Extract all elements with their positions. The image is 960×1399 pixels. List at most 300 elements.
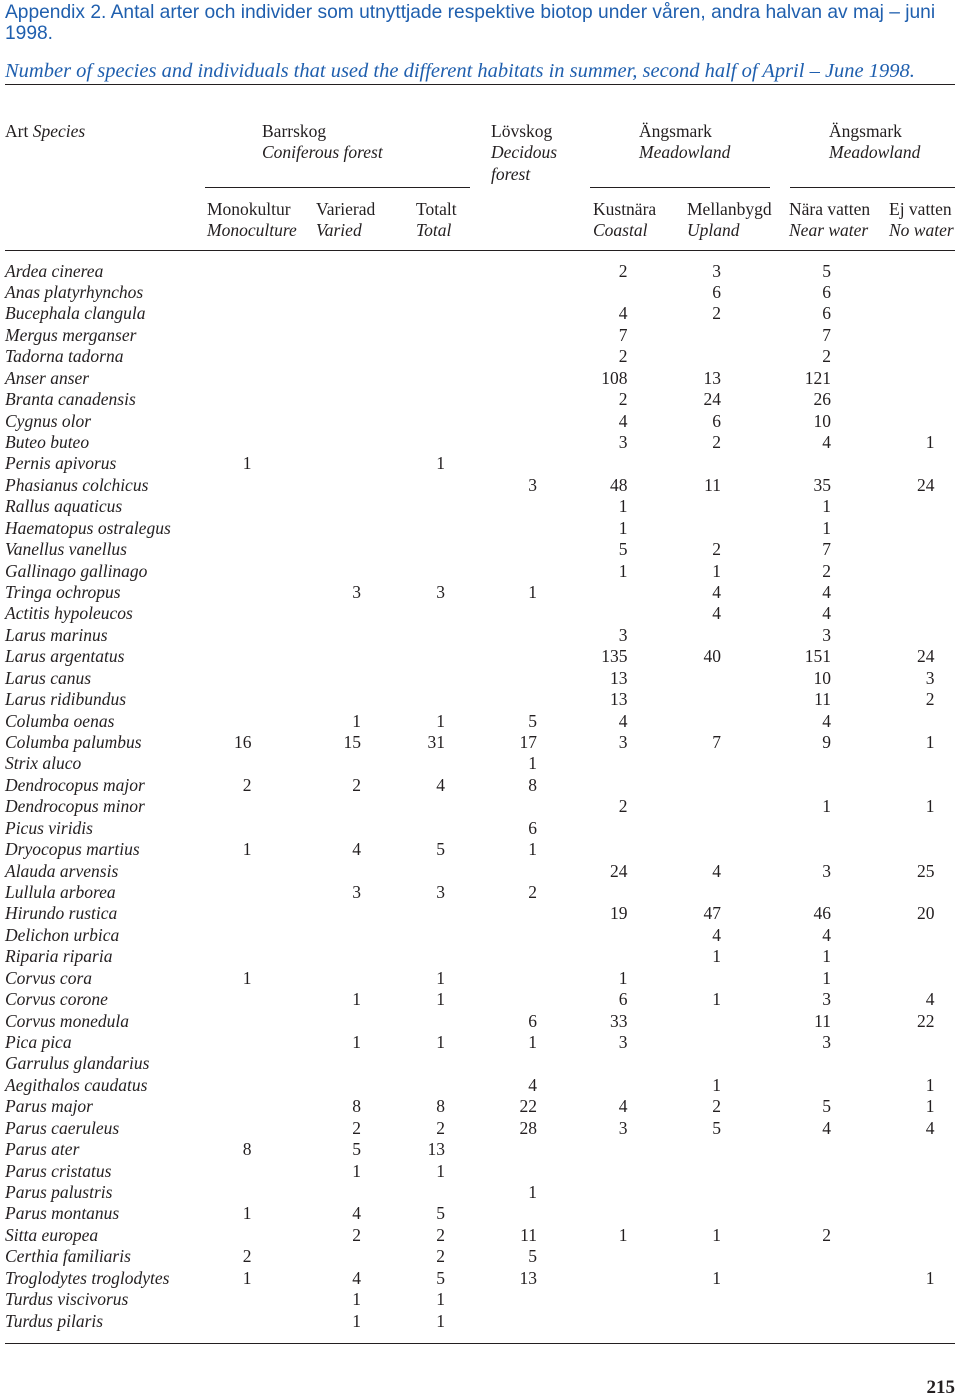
cell-total: 31: [427, 731, 445, 752]
cell-upland: 4: [712, 924, 721, 945]
cell-upland: 4: [712, 581, 721, 602]
table-row: [0, 689, 960, 710]
cell-no-water: 4: [925, 1117, 935, 1138]
cell-monoculture: 1: [242, 839, 252, 860]
table-row: [0, 968, 960, 989]
species-name: Hirundo rustica: [5, 903, 118, 924]
species-name: Haematopus ostralegus: [5, 517, 171, 538]
cell-near-water: 5: [822, 260, 831, 281]
column-header-varied: [316, 199, 375, 241]
column-header-total: [416, 199, 457, 241]
cell-deciduous: 6: [528, 817, 537, 838]
cell-coastal: 4: [618, 410, 628, 431]
species-name: Parus ater: [5, 1139, 80, 1160]
table-bottom-rule: [5, 1343, 955, 1344]
cell-near-water: 2: [822, 1224, 831, 1245]
cell-no-water: 1: [925, 431, 935, 452]
species-name: Picus viridis: [5, 817, 93, 838]
cell-total: 1: [436, 989, 445, 1010]
cell-varied: 2: [352, 1117, 361, 1138]
table-row: [0, 475, 960, 496]
cell-total: 13: [427, 1139, 445, 1160]
table-row: [0, 903, 960, 924]
cell-upland: 40: [703, 646, 721, 667]
cell-near-water: 5: [822, 1096, 831, 1117]
cell-near-water: 4: [822, 603, 831, 624]
table-row: [0, 346, 960, 367]
cell-deciduous: 1: [528, 839, 537, 860]
cell-near-water: 4: [822, 1117, 831, 1138]
caption-swedish: Appendix 2. Antal arter och individer som utnyttjade respektive biotop under våren, andra halvan av maj – juni 1998.: [5, 2, 936, 44]
table-row: [0, 325, 960, 346]
cell-no-water: 24: [917, 646, 935, 667]
cell-total: 1: [436, 967, 445, 988]
table-row: [0, 432, 960, 453]
table-row: [0, 282, 960, 303]
cell-total: 8: [436, 1096, 445, 1117]
cell-total: 5: [436, 1267, 445, 1288]
cell-coastal: 3: [618, 731, 628, 752]
group-deciduous-sv: Lövskog: [491, 120, 553, 141]
table-row: [0, 796, 960, 817]
cell-near-water: 1: [822, 967, 831, 988]
cell-coastal: 1: [618, 560, 628, 581]
cell-coastal: 5: [618, 539, 628, 560]
cell-monoculture: 1: [242, 453, 252, 474]
column-varied-sv: Varierad: [316, 198, 376, 219]
column-near-water-sv: Nära vatten: [789, 198, 871, 219]
cell-no-water: 1: [925, 1074, 935, 1095]
cell-coastal: 3: [618, 431, 628, 452]
cell-varied: 2: [352, 1224, 361, 1245]
cell-coastal: 6: [618, 989, 628, 1010]
cell-monoculture: 1: [242, 1267, 252, 1288]
column-monoculture-sv: Monokultur: [207, 198, 291, 219]
cell-varied: 5: [352, 1139, 361, 1160]
table-row: [0, 625, 960, 646]
cell-varied: 4: [352, 839, 361, 860]
column-header-monoculture: [207, 199, 297, 241]
cell-coastal: 1: [618, 967, 628, 988]
species-name: Garrulus glandarius: [5, 1053, 150, 1074]
cell-near-water: 11: [814, 689, 831, 710]
species-name: Tadorna tadorna: [5, 346, 124, 367]
cell-deciduous: 13: [519, 1267, 537, 1288]
column-upland-sv: Mellanbygd: [687, 198, 772, 219]
cell-near-water: 10: [813, 410, 831, 431]
cell-total: 3: [436, 881, 445, 902]
cell-deciduous: 1: [528, 753, 537, 774]
cell-coastal: 4: [618, 1096, 628, 1117]
cell-upland: 2: [712, 303, 721, 324]
cell-near-water: 6: [822, 303, 831, 324]
cell-coastal: 13: [610, 667, 628, 688]
cell-varied: 1: [352, 1031, 361, 1052]
cell-monoculture: 16: [234, 731, 252, 752]
cell-coastal: 108: [601, 367, 628, 388]
header-bottom-rule: [5, 250, 955, 251]
cell-deciduous: 22: [519, 1096, 537, 1117]
species-name: Buteo buteo: [5, 431, 90, 452]
cell-upland: 1: [712, 946, 721, 967]
cell-upland: 6: [712, 410, 721, 431]
species-name: Tringa ochropus: [5, 581, 121, 602]
cell-upland: 4: [712, 603, 721, 624]
table-row: [0, 753, 960, 774]
table-row: [0, 946, 960, 967]
cell-near-water: 1: [822, 517, 831, 538]
cell-near-water: 4: [822, 581, 831, 602]
cell-varied: 4: [352, 1203, 361, 1224]
group-coniferous-sv: Barrskog: [262, 120, 327, 141]
species-name: Mergus merganser: [5, 324, 137, 345]
cell-monoculture: 2: [242, 1246, 252, 1267]
cell-coastal: 4: [618, 303, 628, 324]
cell-coastal: 2: [618, 260, 628, 281]
cell-varied: 3: [352, 881, 361, 902]
cell-monoculture: 2: [242, 774, 252, 795]
cell-varied: 2: [352, 774, 361, 795]
group-meadow-2-sv: Ängsmark: [829, 120, 902, 141]
cell-upland: 1: [712, 1224, 721, 1245]
cell-near-water: 1: [822, 796, 831, 817]
column-varied-en: Varied: [316, 219, 362, 240]
group-header-coniferous: [262, 121, 383, 164]
species-name: Ardea cinerea: [5, 260, 104, 281]
cell-deciduous: 1: [528, 1181, 537, 1202]
cell-varied: 4: [352, 1267, 361, 1288]
cell-coastal: 135: [601, 646, 628, 667]
species-name: Lullula arborea: [5, 881, 116, 902]
cell-near-water: 7: [822, 539, 831, 560]
species-name: Turdus pilaris: [5, 1310, 104, 1331]
cell-upland: 5: [712, 1117, 721, 1138]
cell-total: 1: [436, 710, 445, 731]
cell-varied: 3: [352, 581, 361, 602]
column-total-en: Total: [416, 219, 452, 240]
species-name: Dryocopus martius: [5, 839, 140, 860]
cell-monoculture: 1: [242, 1203, 252, 1224]
table-row: [0, 668, 960, 689]
table-row: [0, 561, 960, 582]
species-name: Pernis apivorus: [5, 453, 117, 474]
cell-total: 2: [436, 1224, 445, 1245]
table-row: [0, 518, 960, 539]
cell-deciduous: 5: [528, 1246, 537, 1267]
cell-coastal: 48: [610, 474, 628, 495]
table-row: [0, 1118, 960, 1139]
cell-total: 1: [436, 1031, 445, 1052]
table-row: [0, 1246, 960, 1267]
cell-no-water: 4: [925, 989, 935, 1010]
cell-total: 1: [436, 1160, 445, 1181]
species-name: Larus marinus: [5, 624, 108, 645]
column-no-water-en: No water: [889, 219, 954, 240]
cell-near-water: 3: [822, 624, 831, 645]
cell-near-water: 7: [822, 324, 831, 345]
cell-no-water: 25: [917, 860, 935, 881]
cell-coastal: 2: [618, 796, 628, 817]
cell-deciduous: 1: [528, 581, 537, 602]
table-top-rule: [5, 84, 955, 85]
cell-deciduous: 17: [519, 731, 537, 752]
column-total-sv: Totalt: [416, 198, 457, 219]
species-name: Sitta europea: [5, 1224, 99, 1245]
cell-deciduous: 6: [528, 1010, 537, 1031]
table-row: [0, 1203, 960, 1224]
species-name: Parus caeruleus: [5, 1117, 120, 1138]
column-near-water-en: Near water: [789, 219, 869, 240]
cell-near-water: 121: [804, 367, 831, 388]
cell-near-water: 1: [822, 496, 831, 517]
column-header-near-water: [789, 199, 870, 241]
group-meadow-1-sv: Ängsmark: [639, 120, 712, 141]
table-row: [0, 1096, 960, 1117]
species-name: Aegithalos caudatus: [5, 1074, 148, 1095]
column-no-water-sv: Ej vatten: [889, 198, 952, 219]
cell-deciduous: 1: [528, 1031, 537, 1052]
group-header-deciduous: [491, 121, 573, 186]
cell-deciduous: 8: [528, 774, 537, 795]
species-name: Dendrocopus minor: [5, 796, 145, 817]
species-name: Certhia familiaris: [5, 1246, 131, 1267]
cell-near-water: 1: [822, 946, 831, 967]
species-name: Strix aluco: [5, 753, 82, 774]
cell-near-water: 4: [822, 431, 831, 452]
cell-near-water: 4: [822, 924, 831, 945]
table-row: [0, 389, 960, 410]
cell-deciduous: 4: [528, 1074, 537, 1095]
cell-coastal: 3: [618, 1117, 628, 1138]
cell-no-water: 20: [917, 903, 935, 924]
cell-upland: 2: [712, 431, 721, 452]
cell-upland: 11: [704, 474, 721, 495]
species-name: Vanellus vanellus: [5, 539, 127, 560]
table-row: [0, 1225, 960, 1246]
cell-total: 5: [436, 839, 445, 860]
cell-near-water: 3: [822, 860, 831, 881]
column-upland-en: Upland: [687, 219, 740, 240]
cell-coastal: 3: [618, 624, 628, 645]
column-coastal-sv: Kustnära: [593, 198, 657, 219]
table-row: [0, 303, 960, 324]
column-coastal-en: Coastal: [593, 219, 648, 240]
species-name: Parus montanus: [5, 1203, 120, 1224]
table-row: [0, 368, 960, 389]
table-row: [0, 989, 960, 1010]
species-name: Phasianus colchicus: [5, 474, 149, 495]
cell-no-water: 1: [925, 1096, 935, 1117]
cell-total: 1: [436, 453, 445, 474]
table-row: [0, 711, 960, 732]
table-row: [0, 539, 960, 560]
cell-varied: 1: [352, 1310, 361, 1331]
species-name: Turdus viscivorus: [5, 1289, 129, 1310]
cell-varied: 15: [343, 731, 361, 752]
species-name: Riparia riparia: [5, 946, 113, 967]
cell-near-water: 2: [822, 560, 831, 581]
table-row: [0, 1311, 960, 1332]
table-row: [0, 882, 960, 903]
column-header-coastal: [593, 199, 656, 241]
table-row: [0, 603, 960, 624]
cell-coastal: 2: [618, 389, 628, 410]
table-row: [0, 1139, 960, 1160]
cell-varied: 1: [352, 1160, 361, 1181]
species-name: Dendrocopus major: [5, 774, 145, 795]
table-row: [0, 1032, 960, 1053]
species-name: Actitis hypoleucos: [5, 603, 133, 624]
group-header-meadow-2: [829, 121, 920, 164]
table-body: [0, 261, 960, 1333]
table-row: [0, 646, 960, 667]
cell-upland: 6: [712, 281, 721, 302]
cell-near-water: 6: [822, 281, 831, 302]
group-coniferous-en: Coniferous forest: [262, 142, 383, 162]
cell-coastal: 4: [618, 710, 628, 731]
group-meadow-1-en: Meadowland: [639, 142, 731, 162]
species-name: Columba palumbus: [5, 731, 142, 752]
cell-upland: 24: [703, 389, 721, 410]
species-name: Corvus monedula: [5, 1010, 129, 1031]
cell-varied: 1: [352, 710, 361, 731]
cell-near-water: 9: [822, 731, 831, 752]
table-row: [0, 839, 960, 860]
group-rule-meadow-1: [590, 187, 770, 188]
cell-coastal: 13: [610, 689, 628, 710]
species-name: Corvus cora: [5, 967, 93, 988]
cell-deciduous: 3: [528, 474, 537, 495]
cell-upland: 2: [712, 539, 721, 560]
cell-deciduous: 2: [528, 881, 537, 902]
cell-coastal: 2: [618, 346, 628, 367]
table-row: [0, 1268, 960, 1289]
species-name: Parus major: [5, 1096, 93, 1117]
cell-near-water: 46: [813, 903, 831, 924]
cell-coastal: 1: [618, 517, 628, 538]
species-name: Corvus corone: [5, 989, 108, 1010]
cell-coastal: 33: [610, 1010, 628, 1031]
species-name: Cygnus olor: [5, 410, 92, 431]
species-name: Larus ridibundus: [5, 689, 127, 710]
species-name: Anas platyrhynchos: [5, 281, 144, 302]
cell-upland: 1: [712, 1074, 721, 1095]
cell-no-water: 24: [917, 474, 935, 495]
cell-varied: 1: [352, 989, 361, 1010]
cell-total: 5: [436, 1203, 445, 1224]
cell-deciduous: 5: [528, 710, 537, 731]
cell-monoculture: 1: [242, 967, 252, 988]
species-name: Larus canus: [5, 667, 92, 688]
cell-monoculture: 8: [242, 1139, 252, 1160]
species-name: Rallus aquaticus: [5, 496, 123, 517]
cell-coastal: 24: [610, 860, 628, 881]
cell-upland: 4: [712, 860, 721, 881]
table-row: [0, 732, 960, 753]
species-name: Columba oenas: [5, 710, 115, 731]
group-rule-coniferous: [205, 187, 470, 188]
column-monoculture-en: Monoculture: [207, 219, 297, 240]
cell-varied: 8: [352, 1096, 361, 1117]
table-row: [0, 925, 960, 946]
table-row: [0, 1289, 960, 1310]
cell-coastal: 1: [618, 1224, 628, 1245]
cell-upland: 1: [712, 1267, 721, 1288]
cell-upland: 7: [712, 731, 721, 752]
species-name: Delichon urbica: [5, 924, 120, 945]
cell-total: 3: [436, 581, 445, 602]
cell-near-water: 3: [822, 1031, 831, 1052]
table-row: [0, 1075, 960, 1096]
cell-total: 4: [436, 774, 445, 795]
species-header-sv: Art: [5, 120, 29, 141]
table-row: [0, 1053, 960, 1074]
cell-near-water: 4: [822, 710, 831, 731]
cell-no-water: 3: [925, 667, 935, 688]
cell-total: 1: [436, 1289, 445, 1310]
cell-coastal: 19: [610, 903, 628, 924]
cell-no-water: 22: [917, 1010, 935, 1031]
table-row: [0, 775, 960, 796]
column-header-no-water: [889, 199, 954, 241]
species-name: Anser anser: [5, 367, 90, 388]
cell-total: 2: [436, 1117, 445, 1138]
cell-coastal: 3: [618, 1031, 628, 1052]
cell-upland: 3: [712, 260, 721, 281]
cell-near-water: 2: [822, 346, 831, 367]
species-column-header: [5, 121, 85, 143]
cell-near-water: 10: [813, 667, 831, 688]
species-name: Larus argentatus: [5, 646, 125, 667]
cell-no-water: 1: [925, 796, 935, 817]
cell-upland: 1: [712, 560, 721, 581]
cell-upland: 13: [703, 367, 721, 388]
cell-varied: 1: [352, 1289, 361, 1310]
species-name: Bucephala clangula: [5, 303, 146, 324]
table-row: [0, 453, 960, 474]
table-row: [0, 1161, 960, 1182]
group-meadow-2-en: Meadowland: [829, 142, 921, 162]
cell-deciduous: 11: [520, 1224, 537, 1245]
cell-near-water: 35: [813, 474, 831, 495]
cell-total: 2: [436, 1246, 445, 1267]
species-name: Gallinago gallinago: [5, 560, 148, 581]
table-row: [0, 496, 960, 517]
page-number: 215: [926, 1377, 955, 1398]
species-name: Parus cristatus: [5, 1160, 112, 1181]
table-row: [0, 411, 960, 432]
cell-coastal: 7: [618, 324, 628, 345]
table-row: [0, 261, 960, 282]
cell-coastal: 1: [618, 496, 628, 517]
table-row: [0, 1182, 960, 1203]
cell-no-water: 2: [925, 689, 935, 710]
species-header-en: Species: [32, 120, 86, 141]
species-name: Troglodytes troglodytes: [5, 1267, 170, 1288]
cell-near-water: 26: [813, 389, 831, 410]
group-deciduous-en: Decidous forest: [491, 142, 558, 184]
table-row: [0, 582, 960, 603]
species-name: Branta canadensis: [5, 389, 136, 410]
group-rule-meadow-2: [790, 187, 955, 188]
cell-upland: 1: [712, 989, 721, 1010]
cell-upland: 47: [703, 903, 721, 924]
species-name: Pica pica: [5, 1031, 72, 1052]
caption-english: Number of species and individuals that used the different habitats in summer, second half of April – June 1998.: [5, 60, 915, 82]
column-header-upland: [687, 199, 772, 241]
species-name: Alauda arvensis: [5, 860, 119, 881]
cell-deciduous: 28: [519, 1117, 537, 1138]
